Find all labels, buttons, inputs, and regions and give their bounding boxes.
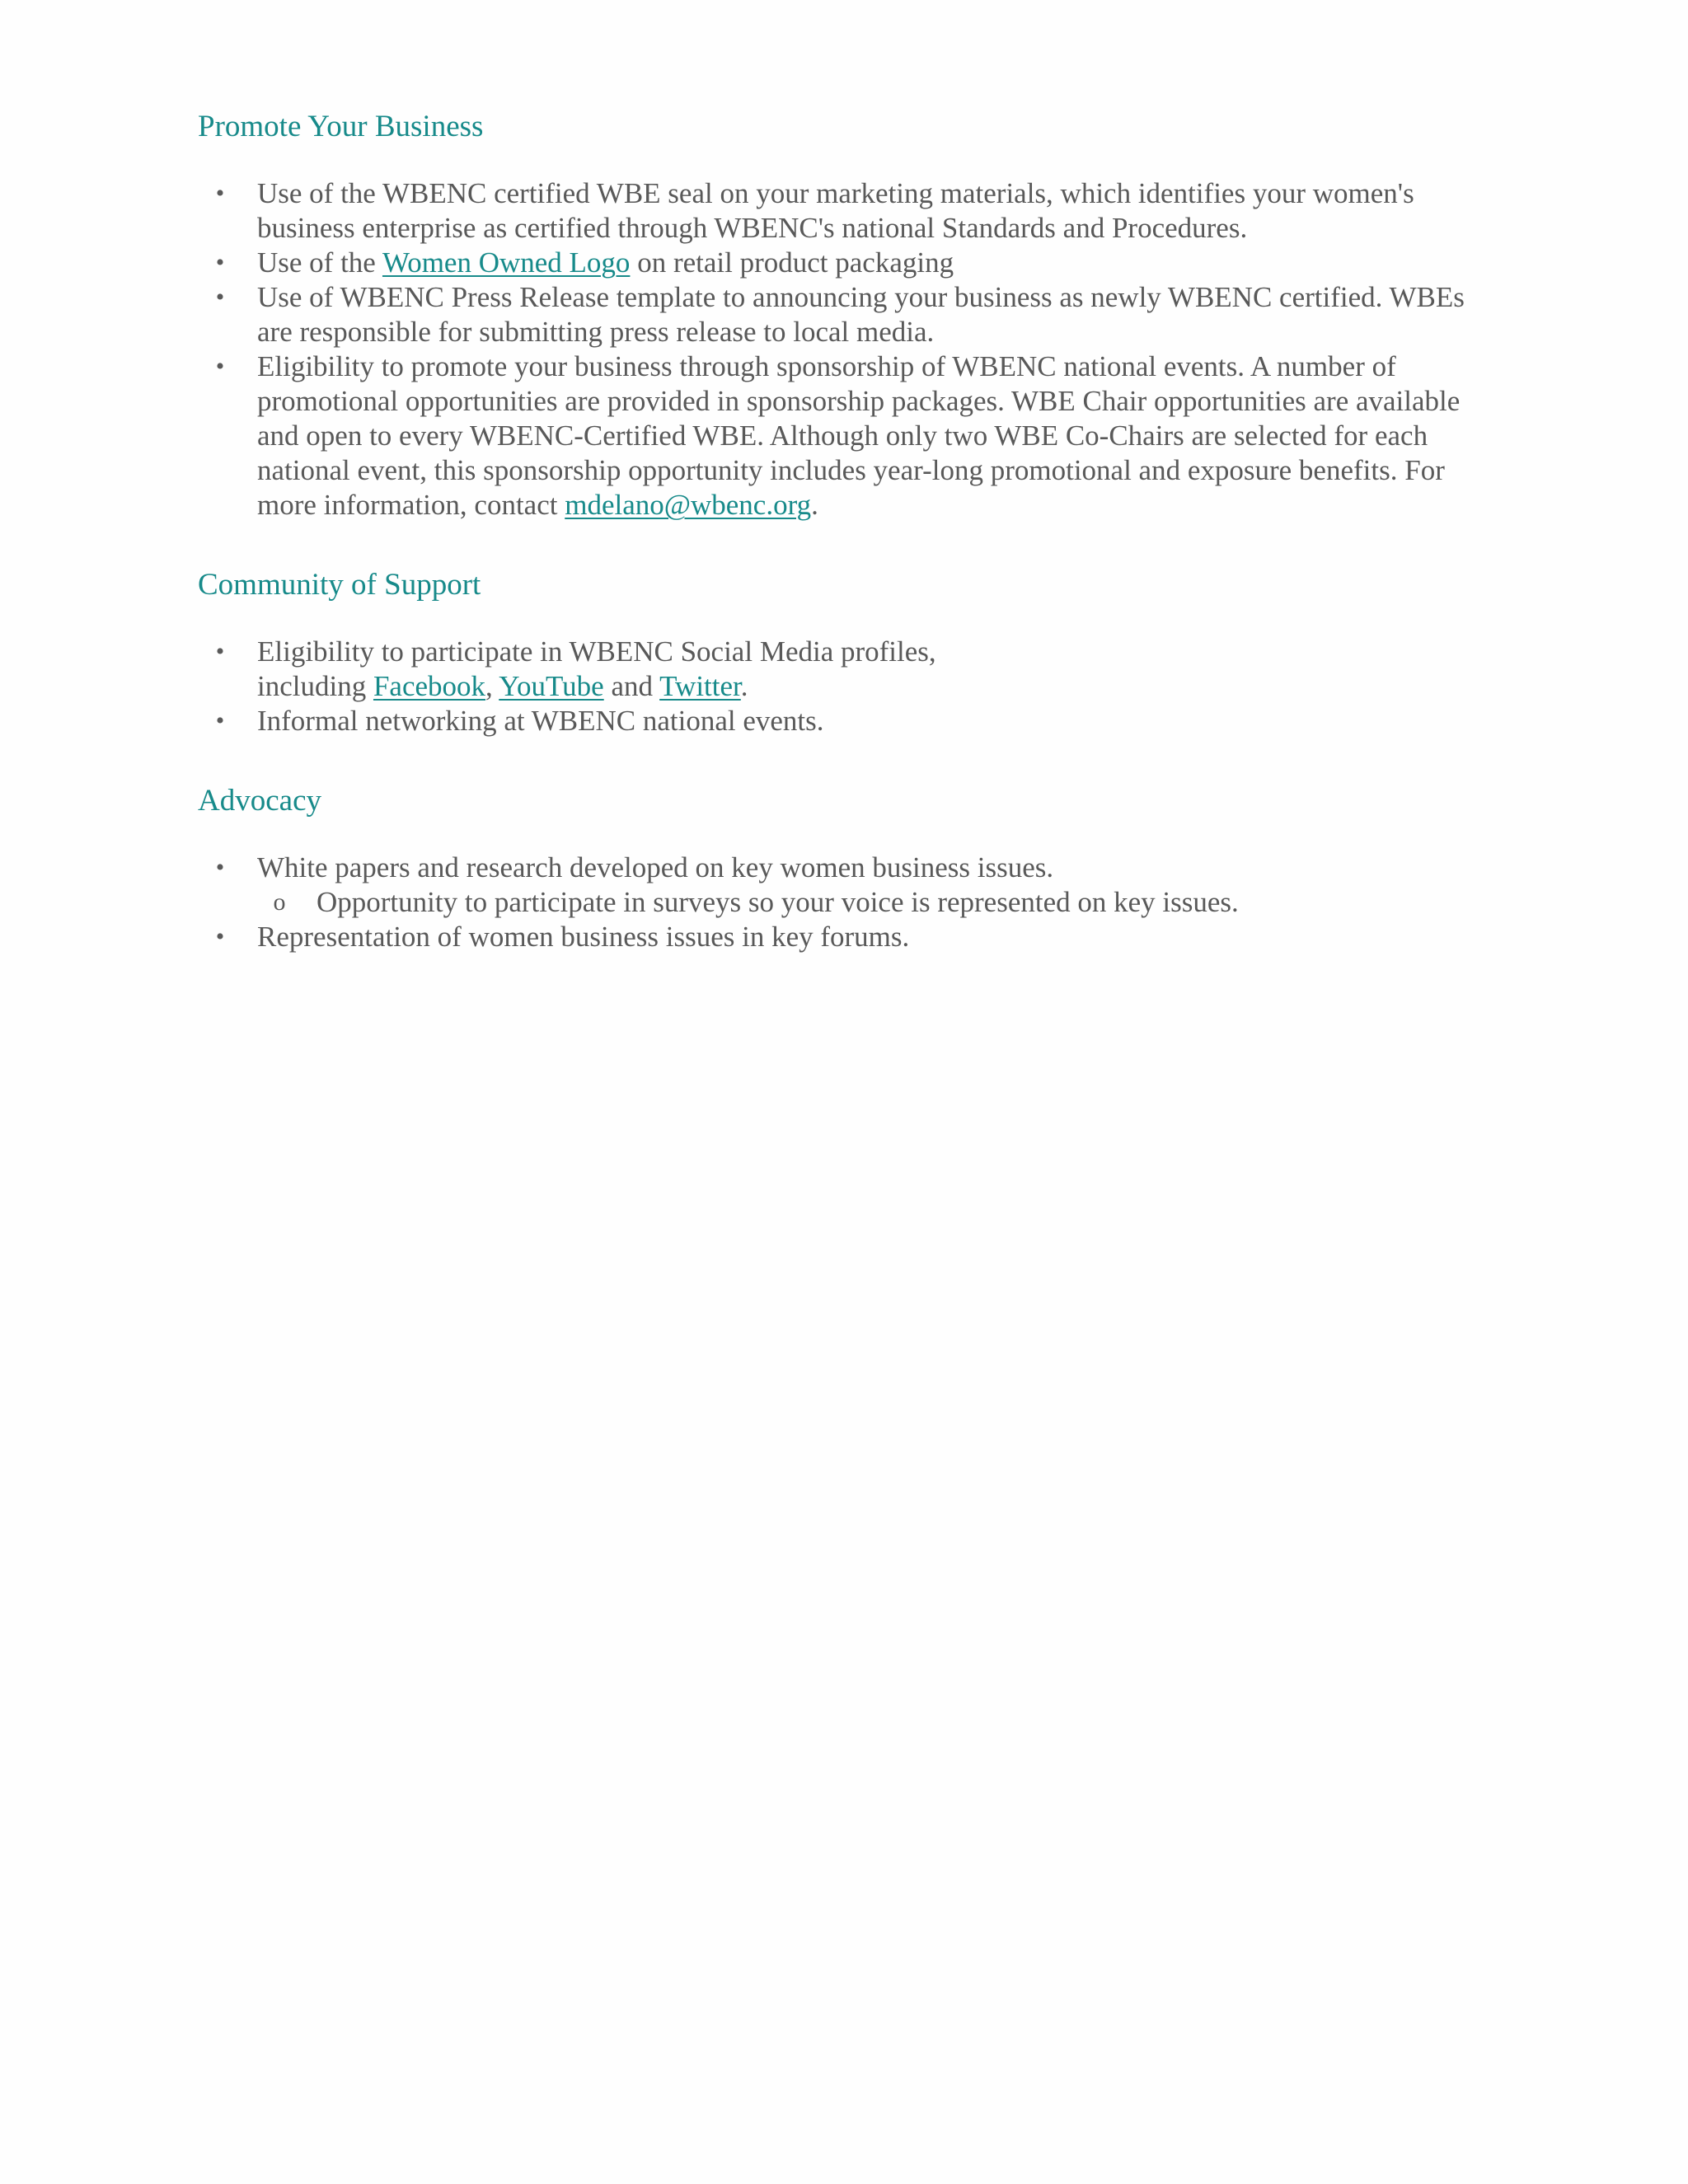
- list-item: • Eligibility to promote your business through sponsorship of WBENC national events. A number of promotional opportunities are provided in sponsorship packages. WBE Chair opportunities are available and open to every WBENC-Certified WBE. Although only two WBE Co-Chairs are selected for each national event, this sponsorship opportunity includes year-long promotional and exposure benefits. For more information, contact mdelano@wbenc.org.: [198, 349, 1484, 523]
- bullet-icon: •: [215, 180, 225, 207]
- bullet-icon: •: [215, 707, 225, 734]
- list-item: • Representation of women business issues in key forums.: [198, 920, 1484, 954]
- heading-advocacy: Advocacy: [198, 784, 321, 818]
- bullet-icon: •: [215, 854, 225, 881]
- bullet-icon: •: [215, 923, 225, 950]
- list-item: • Use of the WBENC certified WBE seal on your marketing materials, which identifies your women's business enterprise as certified through WBENC's national Standards and Procedures.: [198, 176, 1484, 246]
- list-item: • Eligibility to participate in WBENC Social Media profiles, including Facebook, YouTube and Twitter.: [198, 635, 1484, 704]
- bullet-icon: •: [215, 353, 225, 380]
- heading-community-of-support: Community of Support: [198, 568, 481, 602]
- bullet-icon: •: [215, 638, 225, 665]
- circle-bullet-icon: o: [273, 888, 286, 916]
- women-owned-logo-link[interactable]: Women Owned Logo: [382, 246, 631, 279]
- community-list: [198, 635, 1484, 738]
- list-item: • Use of WBENC Press Release template to announcing your business as newly WBENC certified. WBEs are responsible for submitting press release to local media.: [198, 280, 1484, 349]
- bullet-icon: •: [215, 249, 225, 276]
- list-item: • White papers and research developed on key women business issues.: [198, 851, 1484, 885]
- sub-list-item: o Opportunity to participate in surveys so your voice is represented on key issues.: [198, 885, 1484, 920]
- twitter-link[interactable]: Twitter: [659, 670, 741, 702]
- email-link[interactable]: mdelano@wbenc.org: [565, 489, 812, 521]
- promote-list: [198, 176, 1484, 523]
- facebook-link[interactable]: Facebook: [373, 670, 486, 702]
- list-item: • Use of the Women Owned Logo on retail product packaging: [198, 246, 1484, 280]
- document-content: [198, 105, 1484, 954]
- heading-promote-your-business: Promote Your Business: [198, 110, 484, 143]
- advocacy-list: [198, 851, 1484, 954]
- youtube-link[interactable]: YouTube: [499, 670, 604, 702]
- list-item: • Informal networking at WBENC national events.: [198, 704, 1484, 738]
- bullet-icon: •: [215, 284, 225, 311]
